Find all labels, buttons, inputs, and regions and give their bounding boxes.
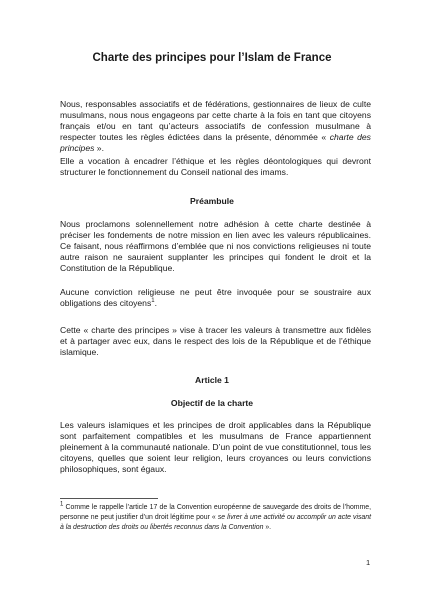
- page-number: 1: [366, 558, 371, 567]
- preamble-heading: Préambule: [190, 196, 234, 206]
- article-1-subheading: Objectif de la charte: [170, 398, 254, 408]
- article-1-paragraph-1: Les valeurs islamiques et les principes de droit applicables dans la République sont parfaitement compatibles et les musulmans de France appartiennent pleinement à la communauté nationale. D’un point de vue constitutionnel, tous les citoyens, quelles que soient leur religion, leurs croyances ou leurs convictions philosophiques, sont égaux.: [60, 420, 372, 474]
- preamble-p2-text: Aucune conviction religieuse ne peut être invoquée pour se soustraire aux obligations des citoyens: [60, 287, 371, 308]
- footnote-quote-italic: se livrer à une activité ou accomplir un acte visant à la destruction des droits ou libertés reconnus dans la Convention: [60, 513, 371, 531]
- preamble-p2-end: .: [154, 298, 157, 308]
- footnote-number: 1: [60, 501, 64, 508]
- footnote-reference: 1: [151, 298, 155, 305]
- page-title: Charte des principes pour l’Islam de France: [92, 52, 332, 64]
- preamble-paragraph-2: [60, 287, 371, 309]
- article-1-heading: Article 1: [195, 375, 229, 385]
- intro-text-end: ».: [94, 143, 104, 153]
- intro-text: Nous, responsables associatifs et de fédérations, gestionnaires de lieux de culte musulmans, nous nous engageons par cette charte à la fois en tant que citoyens français et/ou en tant qu’acteurs associatifs de confession musulmane à respecter toutes les règles édictées dans la présente, dénommée «: [60, 99, 371, 142]
- preamble-paragraph-3: Cette « charte des principes » vise à tracer les valeurs à transmettre aux fidèles et à partager avec eux, dans le respect des lois de la République et de l’éthique islamique.: [60, 325, 371, 357]
- footnote-text-end: ».: [263, 523, 272, 531]
- footnote: [60, 503, 371, 532]
- footnote-text: Comme le rappelle l’article 17 de la Convention européenne de sauvegarde des droits de l’homme, personne ne peut justifier d’un droit légitime pour «: [60, 504, 371, 521]
- intro-paragraph-1: [60, 99, 371, 154]
- footnote-separator: [60, 498, 158, 499]
- intro-paragraph-2: Elle a vocation à encadrer l’éthique et les règles déontologiques qui devront structurer le fonctionnement du Conseil national des imams.: [60, 156, 371, 177]
- preamble-paragraph-1: Nous proclamons solennellement notre adhésion à cette charte destinée à préciser les fondements de notre mission en lien avec les valeurs républicaines. Ce faisant, nous réaffirmons d’emblée que ni nos convictions religieuses ni toute autre raison ne sauraient supplanter les principes qui fondent le droit et la Constitution de la République.: [60, 219, 371, 273]
- charter-name-italic: charte des principes: [60, 132, 371, 153]
